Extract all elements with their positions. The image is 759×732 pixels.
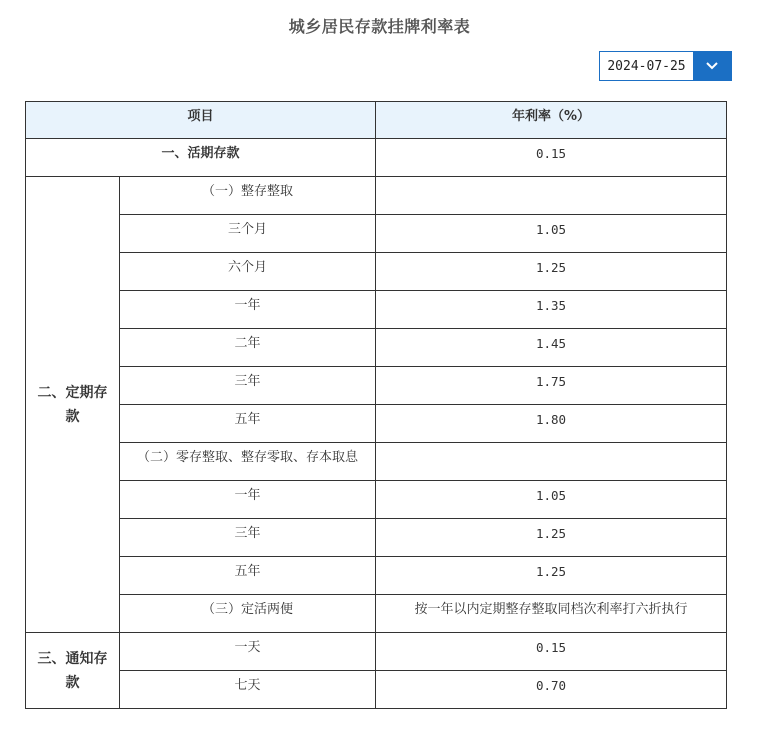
term-cell: 一年 bbox=[120, 481, 376, 519]
term-cell: 五年 bbox=[120, 405, 376, 443]
installment-section-label: （二）零存整取、整存零取、存本取息 bbox=[120, 443, 376, 481]
term-cell: 三个月 bbox=[120, 215, 376, 253]
time-deposit-label: 二、定期存款 bbox=[26, 177, 120, 633]
flexible-deposit-rate: 按一年以内定期整存整取同档次利率打六折执行 bbox=[376, 595, 727, 633]
demand-deposit-label: 一、活期存款 bbox=[26, 139, 376, 177]
lump-sum-section-rate bbox=[376, 177, 727, 215]
table-row bbox=[26, 443, 727, 481]
rate-table bbox=[25, 101, 727, 709]
rate-cell: 0.70 bbox=[376, 671, 727, 709]
term-cell: 三年 bbox=[120, 519, 376, 557]
rate-cell: 1.25 bbox=[376, 519, 727, 557]
table-row bbox=[26, 291, 727, 329]
rate-cell: 1.05 bbox=[376, 215, 727, 253]
header-item: 项目 bbox=[26, 102, 376, 139]
installment-section-rate bbox=[376, 443, 727, 481]
table-row bbox=[26, 519, 727, 557]
table-row bbox=[26, 633, 727, 671]
rate-cell: 1.05 bbox=[376, 481, 727, 519]
term-cell: 六个月 bbox=[120, 253, 376, 291]
table-row bbox=[26, 215, 727, 253]
date-select-value[interactable]: 2024-07-25 bbox=[607, 58, 686, 74]
table-row bbox=[26, 253, 727, 291]
rate-cell: 1.80 bbox=[376, 405, 727, 443]
rate-cell: 1.25 bbox=[376, 253, 727, 291]
term-cell: 一天 bbox=[120, 633, 376, 671]
table-row bbox=[26, 671, 727, 709]
rate-cell: 1.45 bbox=[376, 329, 727, 367]
table-row bbox=[26, 367, 727, 405]
rate-cell: 1.75 bbox=[376, 367, 727, 405]
term-cell: 二年 bbox=[120, 329, 376, 367]
term-cell: 一年 bbox=[120, 291, 376, 329]
rate-cell: 1.25 bbox=[376, 557, 727, 595]
table-row bbox=[26, 557, 727, 595]
page-title: 城乡居民存款挂牌利率表 bbox=[288, 17, 471, 36]
rate-cell: 0.15 bbox=[376, 633, 727, 671]
table-row bbox=[26, 405, 727, 443]
flexible-deposit-label: （三）定活两便 bbox=[120, 595, 376, 633]
table-row bbox=[26, 481, 727, 519]
demand-deposit-rate: 0.15 bbox=[376, 139, 727, 177]
table-row bbox=[26, 595, 727, 633]
notice-deposit-label: 三、通知存款 bbox=[26, 633, 120, 709]
rate-cell: 1.35 bbox=[376, 291, 727, 329]
chevron-down-icon bbox=[705, 61, 719, 71]
term-cell: 五年 bbox=[120, 557, 376, 595]
date-select-toggle-button[interactable] bbox=[693, 52, 731, 80]
header-rate: 年利率（%） bbox=[376, 102, 727, 139]
term-cell: 三年 bbox=[120, 367, 376, 405]
term-cell: 七天 bbox=[120, 671, 376, 709]
table-row bbox=[26, 177, 727, 215]
date-select[interactable] bbox=[599, 51, 732, 81]
table-header-row bbox=[26, 102, 727, 139]
table-row bbox=[26, 139, 727, 177]
table-row bbox=[26, 329, 727, 367]
lump-sum-section-label: （一）整存整取 bbox=[120, 177, 376, 215]
